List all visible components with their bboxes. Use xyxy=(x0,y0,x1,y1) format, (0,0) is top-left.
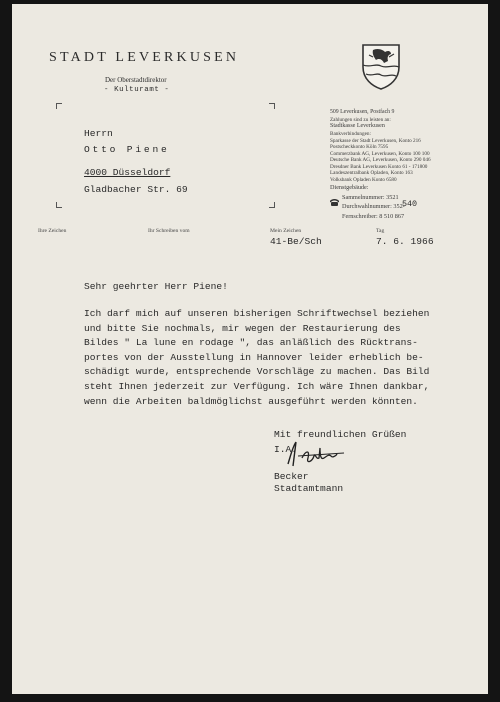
postal-address: 509 Leverkusen, Postfach 9 xyxy=(330,109,395,115)
body-line: Bildes " La lune en rodage ", das anläßlich des Rücktrans- xyxy=(84,337,418,349)
date-label: Tag xyxy=(376,228,385,234)
body-line: Ich darf mich auf unseren bisherigen Schriftwechsel beziehen xyxy=(84,308,430,319)
letter-date: 7. 6. 1966 xyxy=(376,236,434,247)
department-line: - Kulturamt - xyxy=(104,86,170,94)
my-reference-label: Mein Zeichen xyxy=(270,228,302,234)
on-behalf: I.A. xyxy=(274,444,298,455)
coat-of-arms-icon xyxy=(360,41,402,96)
direct-dial-label: Durchwahlnummer: 352- xyxy=(342,203,405,210)
body-line: portes von der Ausstellung in Hannover leider erheblich be- xyxy=(84,351,424,363)
greeting: Sehr geehrter Herr Piene! xyxy=(84,281,228,292)
telephone-icon xyxy=(330,194,339,212)
payment-note: Zahlungen sind zu leisten an: xyxy=(330,117,391,123)
bank-line: Deutsche Bank AG, Leverkusen, Konto 290 046 xyxy=(330,157,431,163)
city-letterhead: STADT LEVERKUSEN xyxy=(49,50,240,65)
window-corner-mark xyxy=(56,103,62,109)
payee: Stadtkasse Leverkusen xyxy=(330,123,385,129)
your-reference-label: Ihre Zeichen xyxy=(38,228,67,234)
signer-title: Stadtamtmann xyxy=(274,483,344,494)
switchboard-number: Sammelnummer: 3521 xyxy=(342,194,399,201)
closing: Mit freundlichen Grüßen xyxy=(274,429,407,440)
body-line: steht Ihnen jederzeit zur Verfügung. Ich wäre Ihnen dankbar, xyxy=(84,380,430,392)
office-line: Der Oberstadtdirektor xyxy=(105,76,167,84)
body-line: und bitte Sie nochmals, mir wegen der Restaurierung des xyxy=(84,322,401,334)
window-corner-mark xyxy=(56,202,62,208)
direct-dial-extension: 540 xyxy=(402,199,418,209)
letter-sheet xyxy=(12,4,488,694)
letter-body xyxy=(84,307,429,409)
bank-line: Commerzbank AG, Leverkusen, Konto 100 100 xyxy=(330,150,430,157)
body-line: wenn die Arbeiten baldmöglichst ausgeführt werden könnten. xyxy=(84,395,418,407)
bank-line: Volksbank Opladen Konto 6580 xyxy=(330,176,397,183)
bank-line: Bankverbindungen: xyxy=(330,131,371,137)
window-corner-mark xyxy=(269,202,275,208)
body-line: schädigt wurde, entsprechende Vorschläge zu machen. Das Bild xyxy=(84,366,430,378)
my-reference-value: 41-Be/Sch xyxy=(270,236,322,247)
bank-line: Landeszentralbank Opladen, Konto 163 xyxy=(330,170,413,176)
bank-lines xyxy=(330,131,431,183)
recipient-salutation: Herrn xyxy=(84,128,113,139)
bank-line: Dresdner Bank Leverkusen Konto 61 - 171800 xyxy=(330,163,428,170)
bank-line: Postscheckkonto Köln 7595 xyxy=(330,144,389,150)
recipient-street: Gladbacher Str. 69 xyxy=(84,184,188,195)
signer-name: Becker xyxy=(274,471,309,482)
telex-number: Fernschreiber: 8 510 867 xyxy=(342,213,405,220)
window-corner-mark xyxy=(269,103,275,109)
bank-line: Sparkasse der Stadt Leverkusen, Konto 216 xyxy=(330,137,421,144)
recipient-city: 4000 Düsseldorf xyxy=(84,167,171,178)
your-letter-label: Ihr Schreiben vom xyxy=(148,228,190,234)
building-label: Dienstgebäude: xyxy=(330,184,369,191)
recipient-name: Otto Piene xyxy=(84,144,170,155)
